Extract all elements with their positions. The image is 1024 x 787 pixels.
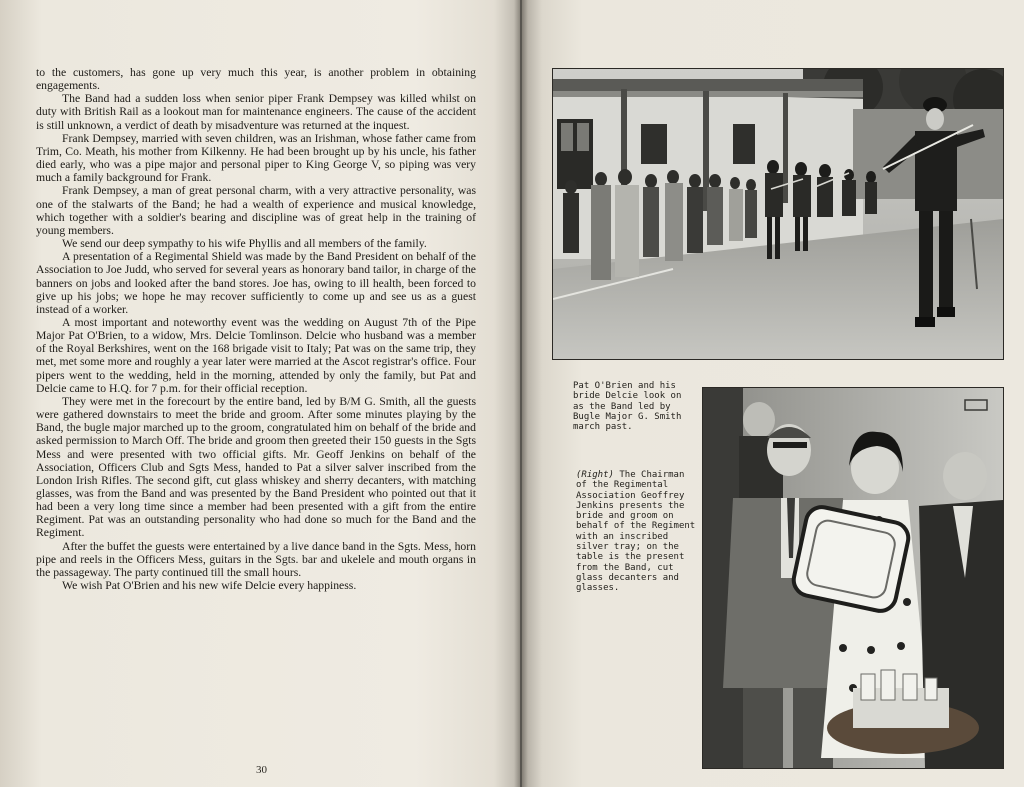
paragraph: Frank Dempsey, married with seven children, was an Irishman, whose father came from Trim, Co. Meath, his mother from Kilkenny. He had been brought up by his uncle, his father died early, who was a pipe major and personal piper to King George V, so piping was very much a family background for Frank. — [36, 131, 476, 185]
presentation-image — [703, 388, 1003, 768]
caption-body: The Chairman of the Regimental Association Geoffrey Jenkins presents the bride and groom on behalf of the Regiment with an inscribed silver tray; on the table is the present from the Band, cut glass decanters and glasses. — [576, 470, 696, 594]
book-gutter — [514, 0, 528, 787]
paragraph: We wish Pat O'Brien and his new wife Delcie every happiness. — [62, 579, 357, 593]
paragraph: Frank Dempsey, a man of great personal charm, with a very attractive personality, was one of the stalwarts of the Band; he had a wealth of experience and musical knowledge, which together with a soldier's bearing and discipline was of great help in the training of young members. — [36, 184, 476, 237]
paragraph: They were met in the forecourt by the entire band, led by B/M G. Smith, all the guests were gathered downstairs to meet the bride and groom. After some minutes playing by the Band, the bugle major marched up to the groom, congratulated him on behalf of the bride and asked permission to March Off. The bride and groom then greeted their 150 guests in the Sgts Mess and were presented with two official gifts. Mr. Geoff Jenkins on behalf of the Association, Officers Club and Sgts Mess, handed to Pat a silver salver inscribed from the London Irish Rifles. The second gift, cut glass whiskey and sherry decanters, with matching glasses, was from the Band and was presented by the Band President who pointed out that it had been a very long time since a member had been presented with a gift from the entire Regiment. Pat was an outstanding personality who had done so much for the Band and the Regiment. — [36, 394, 476, 540]
band-march-past-image — [553, 69, 1003, 359]
caption-lead: (Right) — [576, 470, 614, 480]
band-march-past-photo — [552, 68, 1004, 360]
paragraph: We send our deep sympathy to his wife Phyllis and all members of the family. — [62, 237, 427, 251]
article-text — [36, 66, 476, 592]
paragraph: to the customers, has gone up very much this year, is another problem in obtaining engagements. — [36, 66, 476, 93]
photo-caption-top: Pat O'Brien and his bride Delcie look on as the Band led by Bugle Major G. Smith march past. — [573, 381, 682, 433]
paragraph: The Band had a sudden loss when senior piper Frank Dempsey was killed whilst on duty with British Rail as a lookout man for maintenance engineers. The cause of the accident is still unknown, a verdict of death by misadventure was returned at the inquest. — [36, 92, 476, 132]
photo-caption-right — [576, 470, 698, 594]
paragraph: After the buffet the guests were entertained by a live dance band in the Sgts. Mess, horn pipe and reels in the Officers Mess, guitars in the Sgts. bar and ukelele and mouth organs in the passageway. The party continued till the small hours. — [36, 539, 476, 579]
page-number: 30 — [256, 764, 267, 776]
presentation-photo — [702, 387, 1004, 769]
paragraph: A presentation of a Regimental Shield was made by the Band President on behalf of the Association to Joe Judd, who served for several years as honorary band tailor, in charge of the banners on jobs and looked after the band stores. Joe has, owing to ill health, been forced to give up his jobs; we hope he may recover sufficiently to come up and see us as a guest instead of a worker. — [36, 250, 476, 316]
paragraph: A most important and noteworthy event was the wedding on August 7th of the Pipe Major Pat O'Brien, to a widow, Mrs. Delcie Tomlinson. Delcie who husband was a member of the Royal Berkshires, went on the 168 brigade visit to Italy; Pat was on the same trip, they met, met some more and roughly a year later were married at the Ascot registrar's office. Four pipers went to the wedding, held in the morning, attended by only the family, but Pat and Delcie came to H.Q. for 7 p.m. for their official reception. — [36, 315, 476, 395]
